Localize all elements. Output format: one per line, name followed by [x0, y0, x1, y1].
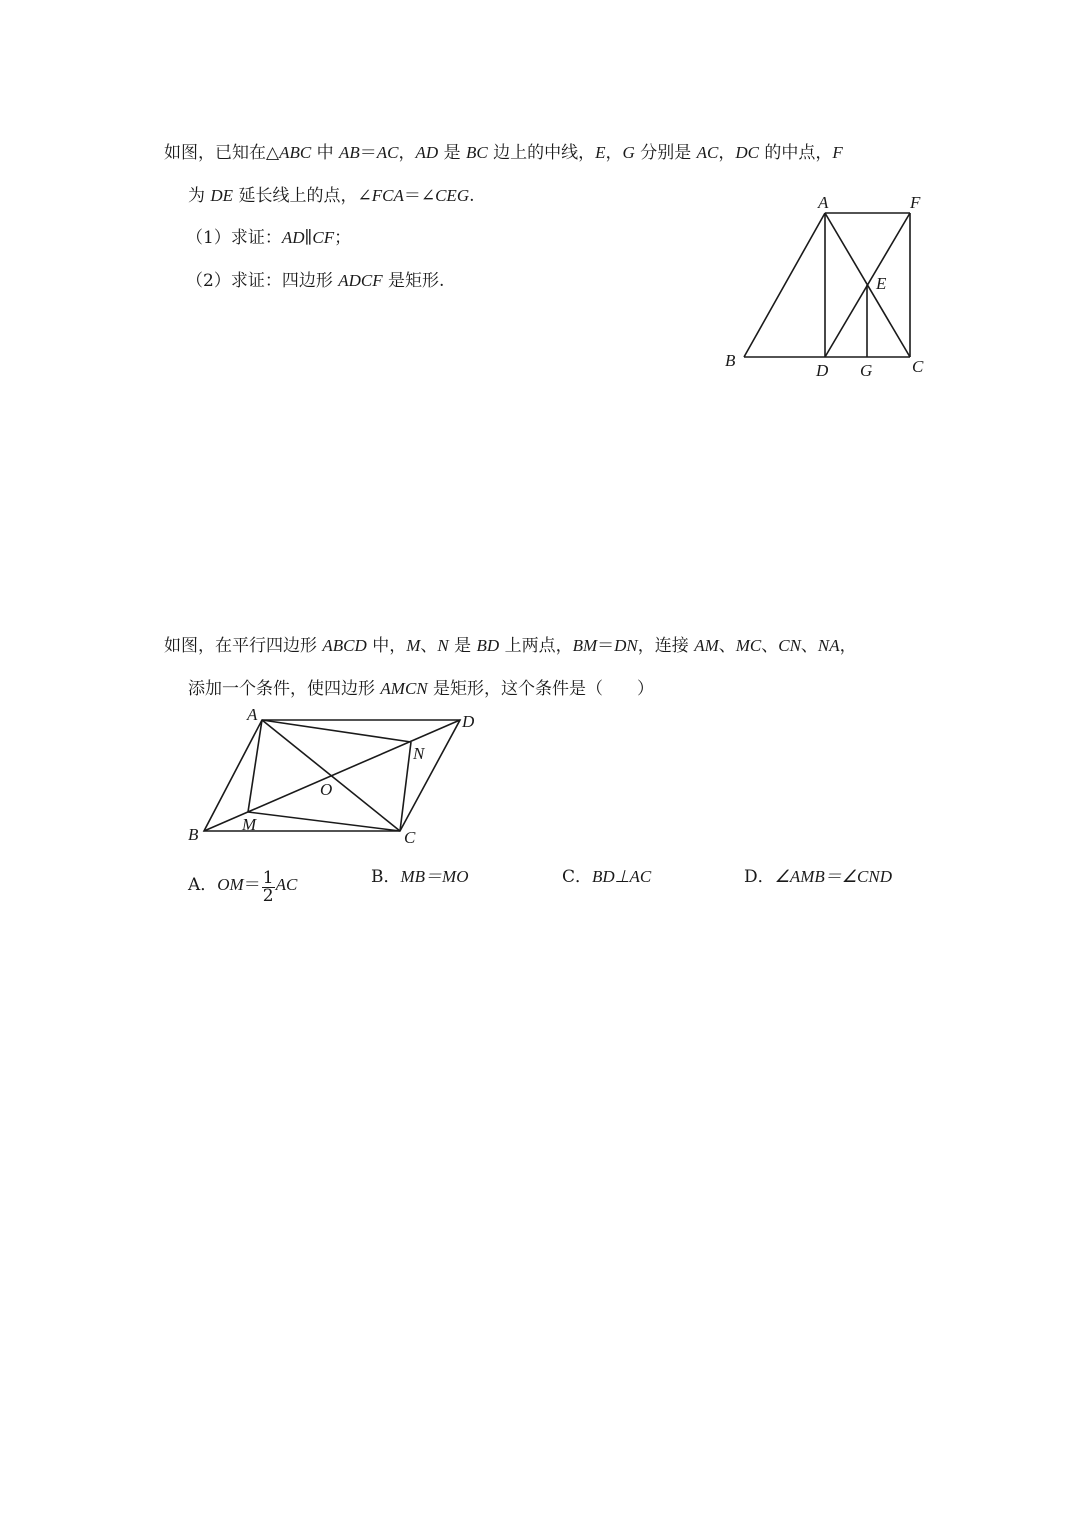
problem1-line2: 为 DE 延长线上的点，∠FCA＝∠CEG. [188, 186, 475, 206]
label-B: B [188, 825, 199, 844]
fraction-one-half: $\frac{1}{2}$ [262, 868, 274, 906]
label-D: D [816, 361, 829, 380]
problem1-question2: （2）求证：四边形 ADCF 是矩形. [186, 271, 445, 291]
label-F: F [910, 193, 921, 212]
label-C: C [404, 828, 416, 847]
problem2-line2: 添加一个条件，使四边形 AMCN 是矩形，这个条件是（ ） [188, 679, 655, 699]
problem1-line1: 如图，已知在△ABC 中 AB＝AC，AD 是 BC 边上的中线，E，G 分别是 AC，DC 的中点，F [164, 143, 843, 163]
option-d[interactable]: D．∠AMB＝∠CND [744, 867, 893, 887]
label-A: A [247, 705, 258, 724]
label-M: M [242, 815, 257, 834]
option-a[interactable]: A．OM＝ $\frac{1}{2}$ AC [188, 868, 298, 906]
problem1-question1: （1）求证：AD∥CF； [186, 228, 352, 248]
problem2-line1: 如图，在平行四边形 ABCD 中，M、N 是 BD 上两点，BM＝DN，连接 AM、MC、CN、NA， [164, 636, 857, 656]
label-N: N [413, 744, 425, 763]
label-B: B [725, 351, 736, 370]
segment-MC [248, 812, 400, 831]
option-c[interactable]: C．BD⊥AC [562, 867, 652, 887]
label-O: O [320, 780, 333, 799]
label-E: E [876, 274, 887, 293]
label-C: C [912, 357, 924, 376]
label-D: D [462, 712, 475, 731]
segment-NC [400, 742, 411, 831]
label-G: G [860, 361, 873, 380]
label-A: A [818, 193, 829, 212]
option-b[interactable]: B．MB＝MO [371, 867, 469, 887]
